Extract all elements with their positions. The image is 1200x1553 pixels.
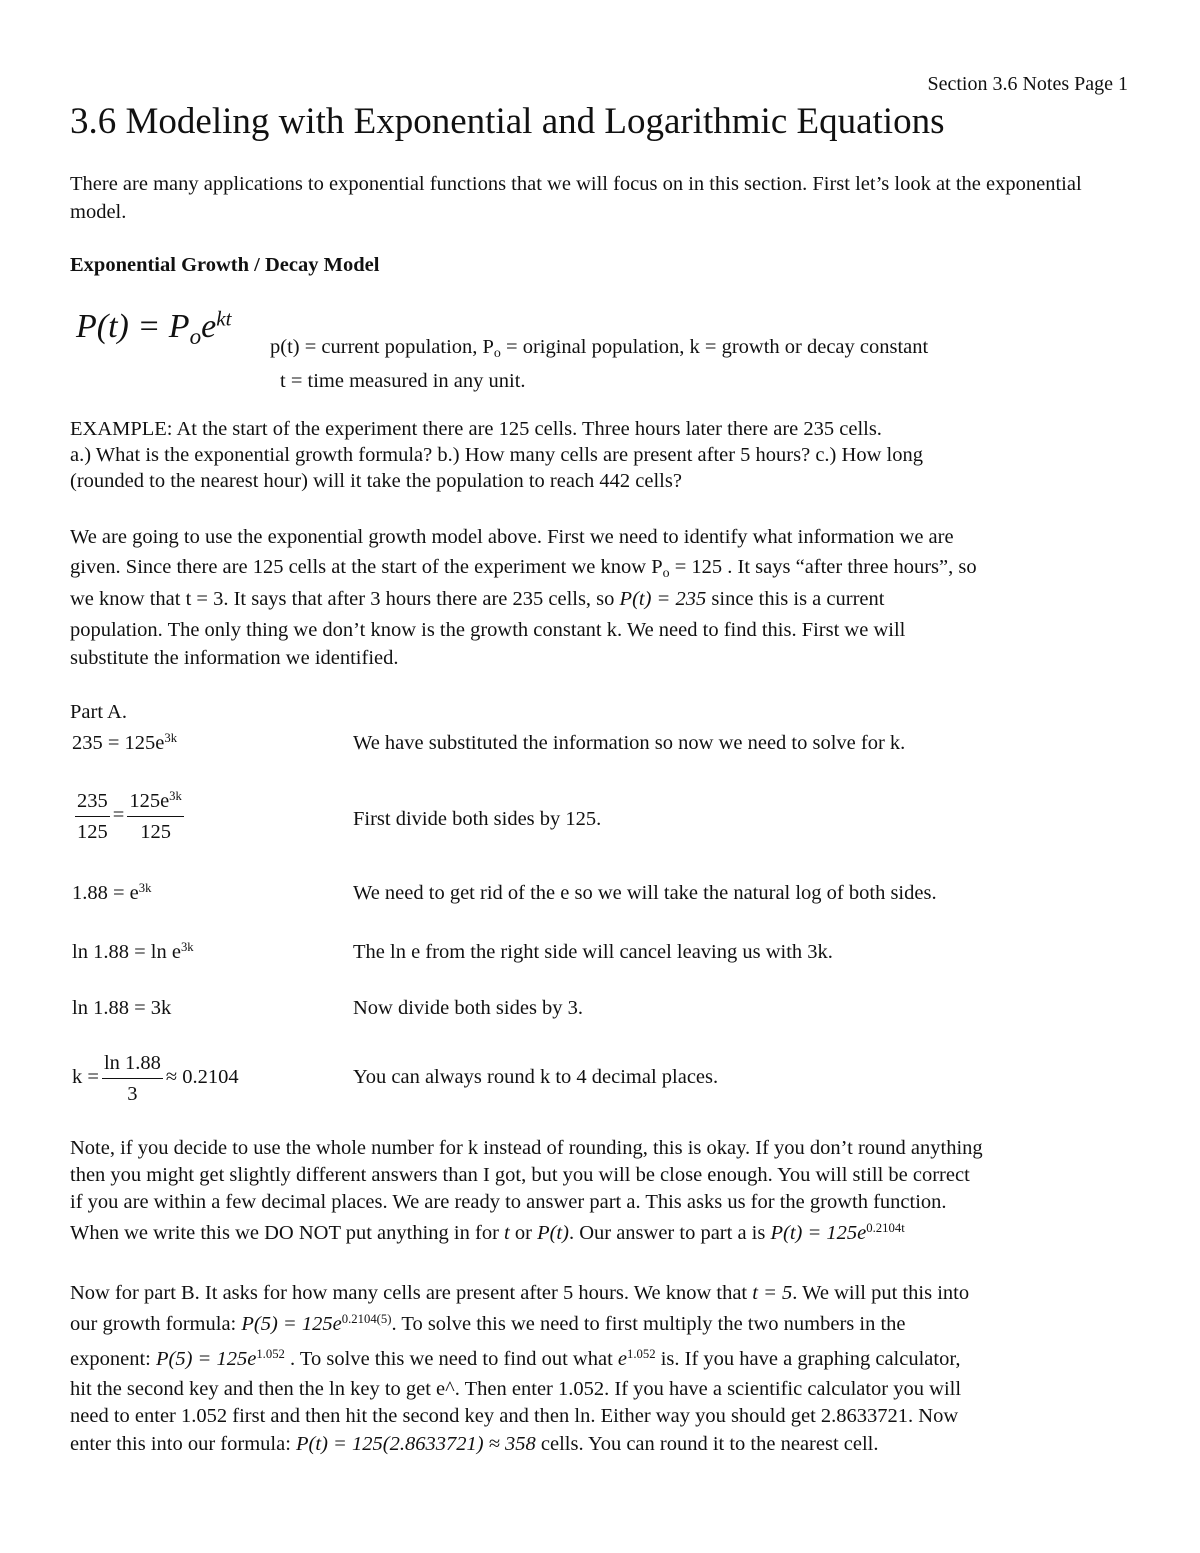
- step-3-note: We need to get rid of the e so we will take the natural log of both sides.: [353, 882, 937, 904]
- note-4b: or: [509, 1222, 538, 1244]
- pb-1b: . We will put this into: [792, 1282, 970, 1304]
- formula-base: e: [201, 308, 217, 345]
- step-4-eq: ln 1.88 = ln e: [72, 941, 181, 963]
- part-b-line-6: [70, 1433, 879, 1456]
- definition-line-1: [270, 330, 928, 364]
- pb-6b: cells. You can round it to the nearest cell.: [535, 1433, 879, 1455]
- formula-lhs: P(t) = P: [76, 308, 190, 345]
- frac-right-num-base: 125e: [129, 790, 170, 812]
- note-line-4: [70, 1222, 905, 1245]
- pb-2exp: 0.2104(5): [341, 1312, 392, 1327]
- pb-3c: is. If you have a graphing calculator,: [655, 1348, 961, 1370]
- explain-line-5: substitute the information we identified.: [70, 647, 399, 669]
- model-definitions: [270, 330, 928, 398]
- step-6-den: 3: [127, 1083, 138, 1105]
- step-6-num: ln 1.88: [102, 1048, 163, 1079]
- page-title: 3.6 Modeling with Exponential and Logarithmic Equations: [70, 101, 945, 142]
- step-1-eq: 235 = 125e: [72, 732, 165, 754]
- step-4-note: The ln e from the right side will cancel leaving us with 3k.: [353, 941, 833, 963]
- part-b-line-3: [70, 1348, 960, 1371]
- frac-right-num-exp: 3k: [169, 789, 182, 804]
- step-2-fraction-left: [75, 786, 110, 847]
- note-line-1: Note, if you decide to use the whole number for k instead of rounding, this is okay. If you don’t round anything: [70, 1137, 983, 1159]
- model-formula: [76, 306, 232, 350]
- step-2-equation: [72, 786, 187, 847]
- note-4c: . Our answer to part a is: [568, 1222, 771, 1244]
- pb-3exp: 1.052: [256, 1347, 285, 1362]
- note-4p: P(t): [537, 1222, 569, 1244]
- pb-3m: P(5) = 125e: [155, 1348, 257, 1370]
- step-6-lhs: k =: [72, 1066, 99, 1089]
- part-b-line-2: [70, 1313, 906, 1336]
- frac-right-num: [127, 786, 184, 817]
- note-4t: t: [504, 1222, 510, 1244]
- step-6-fraction: [102, 1048, 163, 1109]
- step-4-exp: 3k: [180, 940, 194, 955]
- pb-3e: e: [617, 1348, 628, 1370]
- step-2-equals: =: [112, 804, 125, 827]
- step-3-equation: [72, 882, 152, 905]
- step-5-equation: ln 1.88 = 3k: [72, 997, 172, 1019]
- pb-1a: Now for part B. It asks for how many cells are present after 5 hours. We know that: [70, 1282, 753, 1304]
- step-1-note: We have substituted the information so now we need to solve for k.: [353, 732, 906, 754]
- page-header: Section 3.6 Notes Page 1: [927, 73, 1128, 95]
- part-a-label: Part A.: [70, 701, 127, 723]
- step-1-exp: 3k: [164, 731, 178, 746]
- step-3-exp: 3k: [138, 881, 152, 896]
- step-6-note: You can always round k to 4 decimal places.: [353, 1066, 719, 1088]
- pb-2m: P(5) = 125e: [241, 1313, 342, 1335]
- step-6-equation: [72, 1048, 239, 1109]
- frac-right-den: 125: [140, 821, 171, 843]
- pb-3b: . To solve this we need to find out what: [284, 1348, 618, 1370]
- note-4a: When we write this we DO NOT put anything in for: [70, 1222, 505, 1244]
- def1-b: = original population, k = growth or decay constant: [500, 336, 929, 358]
- step-2-fraction-right: [127, 786, 184, 847]
- explain-2b: = 125 . It says “after three hours”, so: [669, 556, 977, 578]
- def1-sub: o: [493, 346, 501, 362]
- part-b-line-5: need to enter 1.052 first and then hit the second key and then ln. Either way you should get 2.8633721. Now: [70, 1405, 959, 1427]
- explain-3b: since this is a current: [706, 588, 885, 610]
- def1-a: p(t) = current population, P: [270, 336, 494, 358]
- pb-6a: enter this into our formula:: [70, 1433, 297, 1455]
- pb-2a: our growth formula:: [70, 1313, 242, 1335]
- explain-line-1: We are going to use the exponential growth model above. First we need to identify what information we are: [70, 526, 954, 548]
- explain-2sub: o: [662, 566, 670, 582]
- step-3-eq: 1.88 = e: [72, 882, 139, 904]
- step-2-note: First divide both sides by 125.: [353, 808, 602, 830]
- explain-line-3: [70, 588, 884, 611]
- part-b-line-4: hit the second key and then the ln key to get e^. Then enter 1.052. If you have a scientific calculator you will: [70, 1378, 962, 1400]
- explain-line-4: population. The only thing we don’t know is the growth constant k. We need to find this. First we will: [70, 619, 906, 641]
- example-line-3: (rounded to the nearest hour) will it take the population to reach 442 cells?: [70, 470, 682, 492]
- part-b-line-1: [70, 1282, 969, 1305]
- note-answer-exp: 0.2104t: [866, 1221, 905, 1236]
- intro-paragraph: There are many applications to exponential functions that we will focus on in this section. First let’s look at the exponential model.: [70, 173, 1082, 223]
- step-5-note: Now divide both sides by 3.: [353, 997, 584, 1019]
- example-line-1: EXAMPLE: At the start of the experiment there are 125 cells. Three hours later there are 235 cells.: [70, 418, 882, 440]
- model-heading: Exponential Growth / Decay Model: [70, 254, 380, 276]
- pb-2b: . To solve this we need to first multiply the two numbers in the: [391, 1313, 906, 1335]
- example-line-2: a.) What is the exponential growth formula? b.) How many cells are present after 5 hours? c.) How long: [70, 444, 923, 466]
- pb-3exp2: 1.052: [627, 1347, 656, 1362]
- pb-1m: t = 5: [752, 1282, 793, 1304]
- step-4-equation: [72, 941, 194, 964]
- explain-3a: we know that t = 3. It says that after 3 hours there are 235 cells, so: [70, 588, 620, 610]
- explain-line-2: [70, 556, 977, 582]
- definition-line-2: t = time measured in any unit.: [280, 370, 526, 392]
- formula-exp: kt: [216, 306, 232, 331]
- note-line-2: then you might get slightly different answers than I got, but you will be close enough. You will still be correct: [70, 1164, 970, 1186]
- formula-sub: o: [189, 323, 202, 350]
- pb-6m: P(t) = 125(2.8633721) ≈ 358: [296, 1433, 536, 1455]
- frac-left-num: 235: [75, 786, 110, 817]
- step-6-rhs: ≈ 0.2104: [165, 1066, 239, 1089]
- pb-3a: exponent:: [70, 1348, 156, 1370]
- note-answer: P(t) = 125e: [770, 1222, 867, 1244]
- step-1-equation: [72, 732, 177, 755]
- explain-2a: given. Since there are 125 cells at the start of the experiment we know P: [70, 556, 663, 578]
- explain-3m: P(t) = 235: [619, 588, 707, 610]
- note-line-3: if you are within a few decimal places. We are ready to answer part a. This asks us for the growth function.: [70, 1191, 947, 1213]
- frac-left-den: 125: [77, 821, 108, 843]
